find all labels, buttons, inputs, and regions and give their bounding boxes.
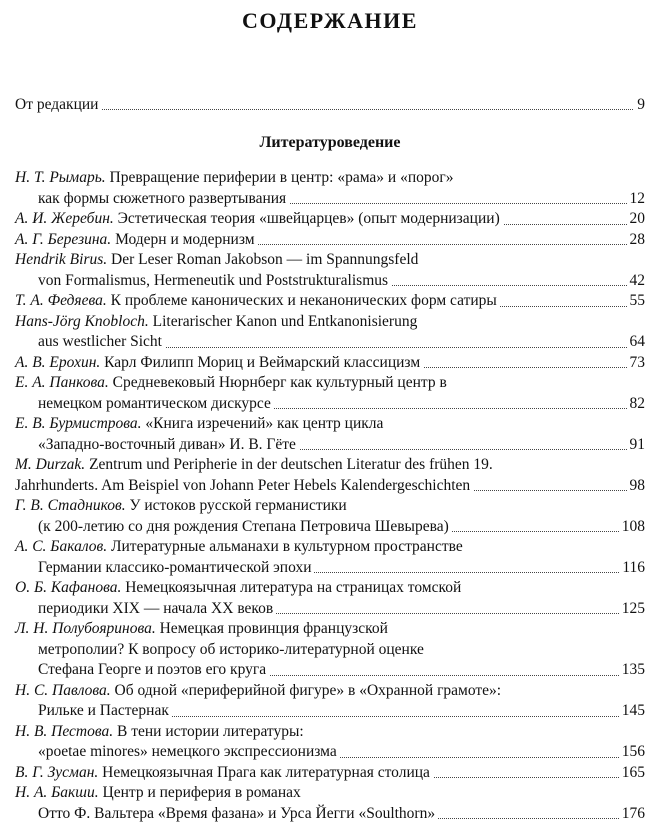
entry-author: А. В. Ерохин. <box>15 354 100 371</box>
page-number: 156 <box>619 742 645 763</box>
entry-title: Стефана Георге и поэтов его круга <box>38 660 269 681</box>
entry-author: Е. В. Бурмистрова. <box>15 415 142 432</box>
page-number: 108 <box>619 517 645 538</box>
entry-title: От редакции <box>15 94 101 116</box>
entry-title: aus westlicher Sicht <box>38 332 165 353</box>
page-number: 165 <box>619 763 645 784</box>
entry-title: Центр и периферия в романах <box>103 784 301 801</box>
entry-author: А. С. Бакалов. <box>15 538 107 555</box>
entry-title: Об одной «периферийной фигуре» в «Охранной грамоте»: <box>115 682 502 699</box>
page-number: 73 <box>627 353 646 374</box>
entry-title: Jahrhunderts. Am Beispiel von Johann Peter Hebels Kalendergeschichten <box>15 476 473 497</box>
page-number: 135 <box>619 660 645 681</box>
entry-title: «Западно-восточный диван» И. В. Гёте <box>38 435 299 456</box>
entry-title: Der Leser Roman Jakobson — im Spannungsfeld <box>111 251 418 268</box>
entry-title: Немецкоязычная литература на страницах томской <box>125 579 461 596</box>
page-number: 176 <box>619 804 645 824</box>
entry-title: Средневековый Нюрнберг как культурный центр в <box>113 374 447 391</box>
entry-title: Превращение периферии в центр: «рама» и «порог» <box>110 169 454 186</box>
page-number: 55 <box>627 291 646 312</box>
entry-title: как формы сюжетного развертывания <box>38 189 289 210</box>
page-number: 28 <box>627 230 646 251</box>
entry-author: Л. Н. Полубояринова. <box>15 620 156 637</box>
entry-author: Н. А. Бакши. <box>15 784 99 801</box>
entry-title: Отто Ф. Вальтера «Время фазана» и Урса Йегги «Soulthorn» <box>38 805 435 822</box>
page-number: 42 <box>627 271 646 292</box>
entry-title: Литературные альманахи в культурном пространстве <box>111 538 463 555</box>
entry-title: немецком романтическом дискурсе <box>38 394 274 415</box>
entry-title: «poetae minores» немецкого экспрессионизма <box>38 743 337 760</box>
entry-title: Германии классико-романтической эпохи <box>38 558 314 579</box>
entry-title: Zentrum und Peripherie in der deutschen Literatur des frühen 19. <box>89 456 493 473</box>
entry-title: «Книга изречений» как центр цикла <box>145 415 383 432</box>
page-number: 82 <box>627 394 646 415</box>
page-number: 125 <box>619 599 645 620</box>
entry-author: А. Г. Березина. <box>15 231 111 248</box>
entry-title: В тени истории литературы: <box>117 723 304 740</box>
page-number: 9 <box>634 94 645 116</box>
entry-author: Н. С. Павлова. <box>15 682 111 699</box>
entry-title: (к 200-летию со дня рождения Степана Петровича Шевырева) <box>38 517 452 538</box>
page-number: 116 <box>619 558 645 579</box>
entry-author: Н. Т. Рымарь. <box>15 169 106 186</box>
section-heading: Литературоведение <box>0 134 660 152</box>
entry-author: О. Б. Кафанова. <box>15 579 121 596</box>
entry-title: Немецкоязычная Прага как литературная столица <box>102 764 430 781</box>
entry-title: Эстетическая теория «швейцарцев» (опыт модернизации) <box>118 210 500 227</box>
entry-title: периодики XIX — начала XX веков <box>38 599 276 620</box>
entry-author: M. Durzak. <box>15 456 85 473</box>
page-title: СОДЕРЖАНИЕ <box>0 8 660 34</box>
entry-title: Рильке и Пастернак <box>38 702 169 719</box>
entry-title: Literarischer Kanon und Entkanonisierung <box>153 313 418 330</box>
entry-title: von Formalismus, Hermeneutik und Poststrukturalismus <box>38 271 391 292</box>
page-number: 64 <box>627 332 646 353</box>
page-number: 98 <box>627 476 646 497</box>
entry-author: Т. А. Федяева. <box>15 292 107 309</box>
entry-author: Г. В. Стадников. <box>15 497 126 514</box>
toc-entry-continuation[interactable] <box>38 804 645 824</box>
entry-title: К проблеме канонических и неканонических форм сатиры <box>111 292 497 309</box>
entry-author: Н. В. Пестова. <box>15 723 113 740</box>
entry-author: Hendrik Birus. <box>15 251 107 268</box>
entry-title: Карл Филипп Мориц и Веймарский классицизм <box>104 354 420 371</box>
entry-title: У истоков русской германистики <box>129 497 346 514</box>
page-number: 12 <box>627 189 646 210</box>
entry-title: Модерн и модернизм <box>115 231 255 248</box>
entry-author: В. Г. Зусман. <box>15 764 98 781</box>
page-number: 145 <box>619 701 645 722</box>
entry-author: А. И. Жеребин. <box>15 210 114 227</box>
page-number: 91 <box>627 435 646 456</box>
entry-author: Hans-Jörg Knobloch. <box>15 313 149 330</box>
entry-author: Е. А. Панкова. <box>15 374 109 391</box>
entry-title: Немецкая провинция французской <box>160 620 388 637</box>
page-number: 20 <box>627 209 646 230</box>
entry-title: метрополии? К вопросу об историко-литературной оценке <box>38 640 427 661</box>
